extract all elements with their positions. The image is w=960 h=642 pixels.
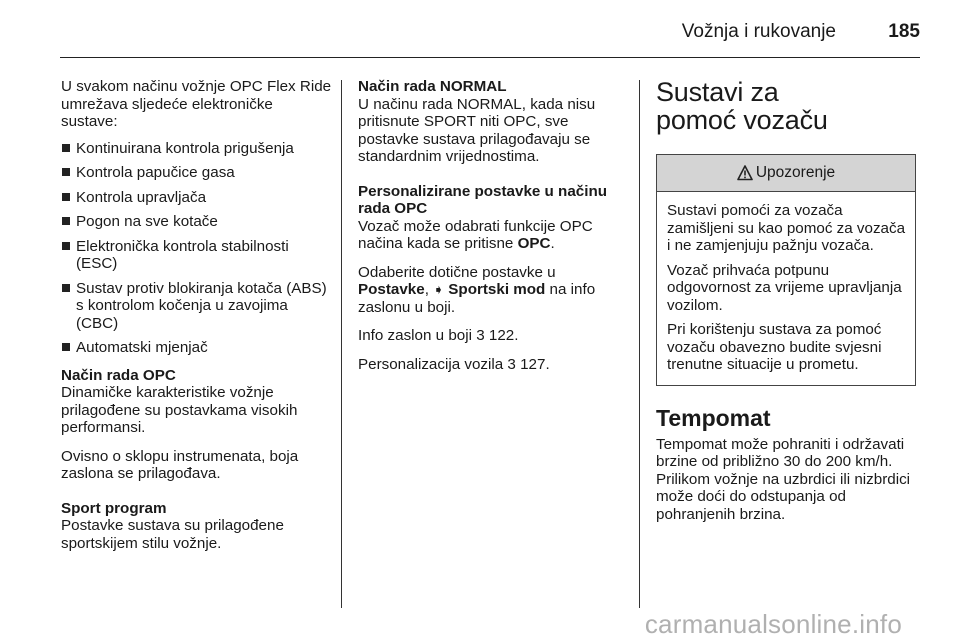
reference-personalization: Personalizacija vozila 3 127. <box>358 355 550 373</box>
list-item: Kontinuirana kontrola prigušenja <box>61 140 333 158</box>
column-1 <box>61 78 333 563</box>
personalized-section: Personalizirane postavke u načinu rada OPC Vozač može odabrati funkcije OPC načina kada se pritisne OPC. <box>358 182 607 252</box>
warning-paragraph-1: Sustavi pomoći za vozača zamišljeni su kao pomoć za vozača i ne zamjenjuju pažnju vozača. <box>667 202 906 254</box>
sport-text: Postavke sustava su prilagođene sportskijem stilu vožnje. <box>61 517 284 552</box>
warning-header <box>657 155 915 192</box>
warning-triangle-icon <box>737 165 753 181</box>
list-item: Elektronička kontrola stabilnosti (ESC) <box>61 238 333 273</box>
select-settings-text: Odaberite dotične postavke u Postavke, ➧ Sportski mod na info zaslonu u boji. <box>358 263 596 316</box>
warning-paragraph-3: Pri korištenju sustava za pomoć vozaču obavezno budite svjesni trenutne situacije u prometu. <box>667 321 882 373</box>
opc-button-label: OPC <box>517 235 551 252</box>
warning-box <box>656 154 916 386</box>
list-item: Kontrola papučice gasa <box>61 164 333 182</box>
normal-text: U načinu rada NORMAL, kada nisu pritisnute SPORT niti OPC, sve postavke sustava prilagođavaju se standardnim vrijednostima. <box>358 95 596 165</box>
watermark: carmanualsonline.info <box>644 609 902 639</box>
bullet-icon <box>62 168 70 176</box>
menu-sport-mode: Sportski mod <box>444 281 546 298</box>
sport-heading: Sport program <box>61 499 167 517</box>
opc-text: Dinamičke karakteristike vožnje prilagođene su postavkama visokih performansi. <box>61 384 298 436</box>
bullet-icon <box>62 284 70 292</box>
opc-heading: Način rada OPC <box>61 366 176 384</box>
chapter-title: Vožnja i rukovanje <box>681 21 836 42</box>
column-2 <box>358 78 630 384</box>
bullet-icon <box>62 242 70 250</box>
bullet-icon <box>62 217 70 225</box>
menu-arrow-icon: ➧ <box>433 282 445 297</box>
warning-label: Upozorenje <box>755 164 836 182</box>
normal-heading: Način rada NORMAL <box>358 78 507 95</box>
bullet-icon <box>62 343 70 351</box>
list-item: Automatski mjenjač <box>61 339 333 357</box>
warning-body <box>657 192 915 385</box>
intro-paragraph: U svakom načinu vožnje OPC Flex Ride umrežava sljedeće elektroničke sustave: <box>61 78 332 130</box>
tempomat-heading: Tempomat <box>656 404 771 431</box>
page-number: 185 <box>888 21 920 42</box>
page-header <box>0 0 960 60</box>
sport-section <box>61 500 333 553</box>
system-list <box>61 140 333 357</box>
personalized-heading: Personalizirane postavke u načinu rada OPC <box>358 182 607 217</box>
bullet-icon <box>62 193 70 201</box>
normal-section <box>358 78 630 166</box>
bullet-icon <box>62 144 70 152</box>
column-3 <box>656 78 921 534</box>
column-divider-2 <box>639 80 640 608</box>
opc-section <box>61 367 333 437</box>
page-ref-icon: 3 <box>507 355 516 373</box>
opc-display-text: Ovisno o sklopu instrumenata, boja zaslona se prilagođava. <box>61 447 299 482</box>
list-item: Kontrola upravljača <box>61 189 333 207</box>
page-ref-icon: 3 <box>476 327 485 344</box>
section-title: Sustavi za pomoć vozaču <box>656 77 828 135</box>
tempomat-text: Tempomat može pohraniti i održavati brzine od približno 30 do 200 km/h. Prilikom vožnje na uzbrdici ili nizbrdici može doći do odstupanja od pohranjenih brzina. <box>656 435 911 523</box>
list-item: Sustav protiv blokiranja kotača (ABS) s kontrolom kočenja u zavojima (CBC) <box>61 280 333 333</box>
warning-paragraph-2: Vozač prihvaća potpunu odgovornost za vrijeme upravljanja vozilom. <box>667 261 902 314</box>
list-item: Pogon na sve kotače <box>61 213 333 231</box>
menu-settings: Postavke <box>358 281 425 298</box>
reference-info-display: Info zaslon u boji 3 122. <box>358 327 519 344</box>
header-divider <box>60 57 920 58</box>
column-divider-1 <box>341 80 342 608</box>
